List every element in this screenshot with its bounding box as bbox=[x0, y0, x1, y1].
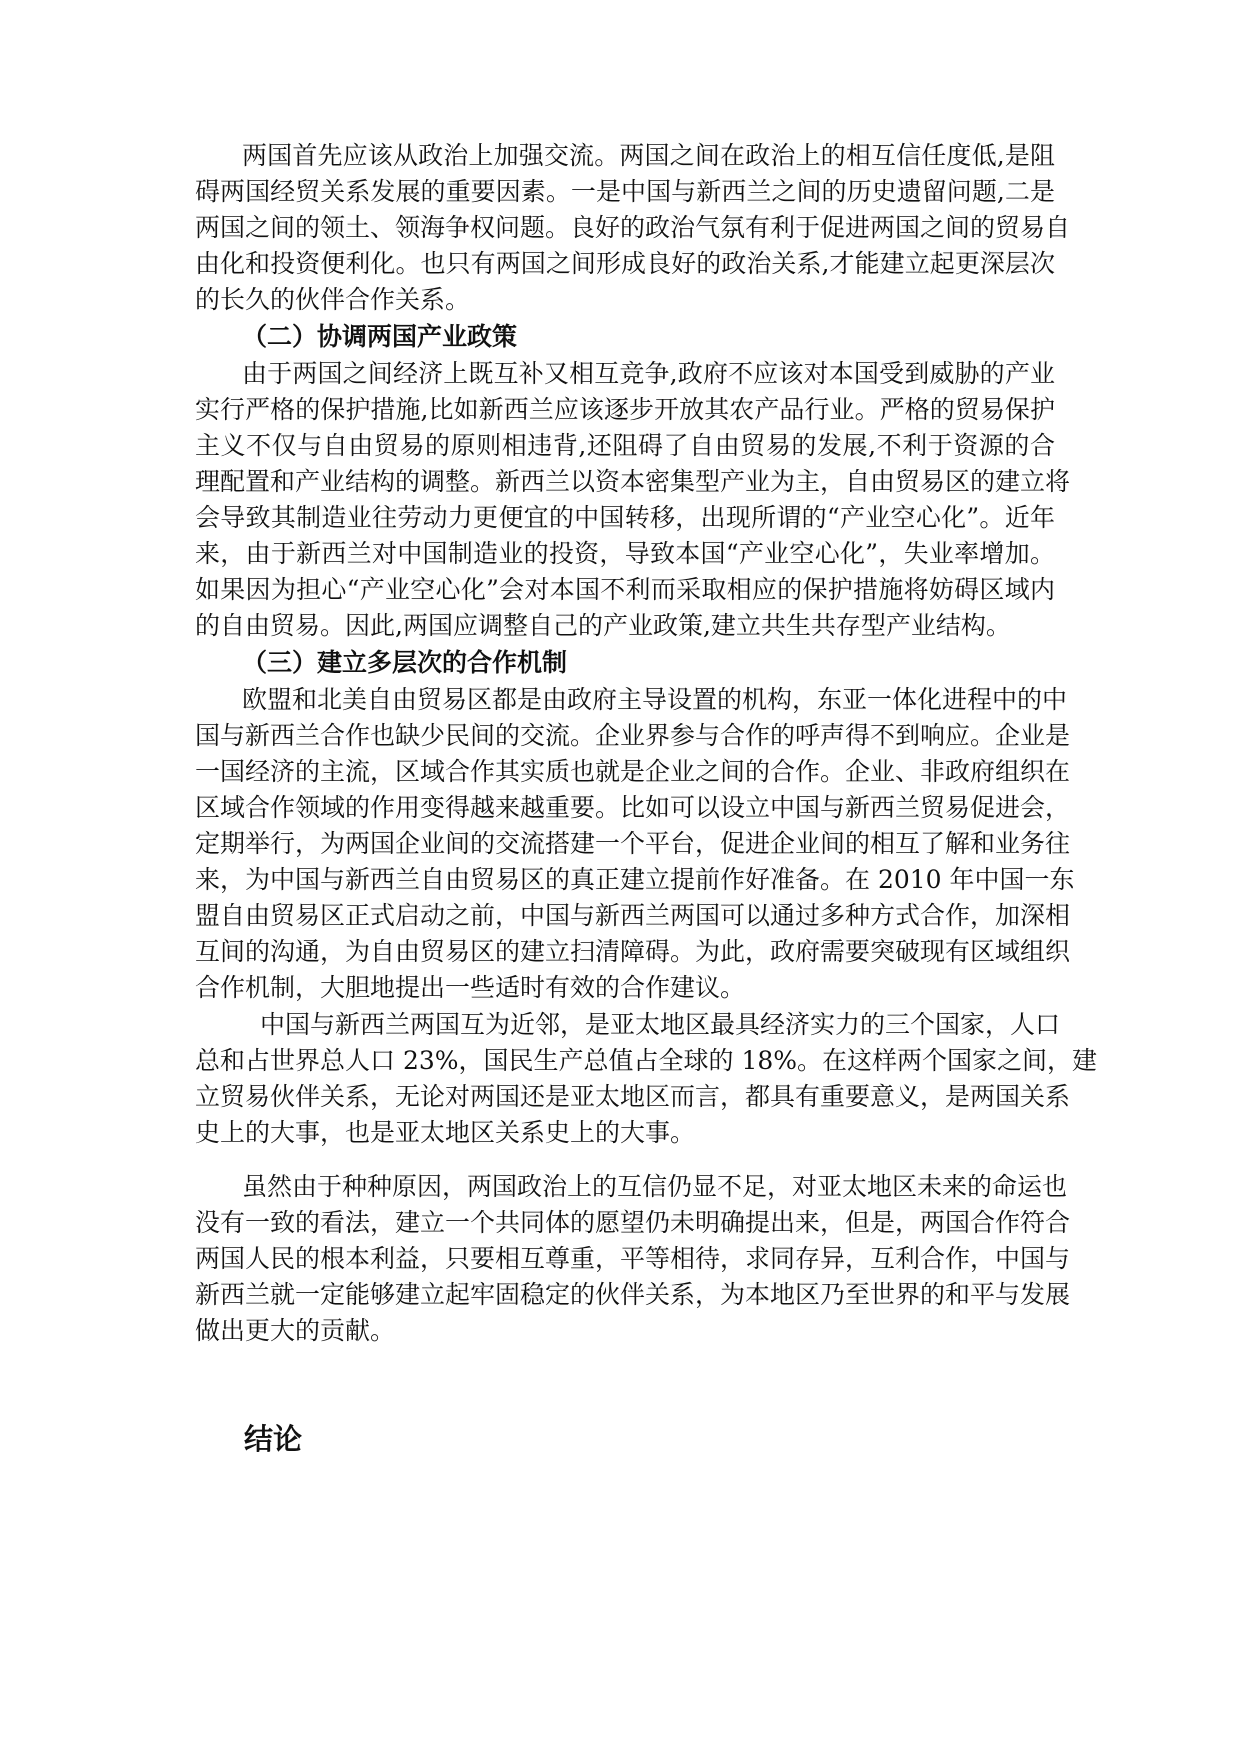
paragraph-4-line-1: 中国与新西兰两国互为近邻，是亚太地区最具经济实力的三个国家，人口 bbox=[260, 1010, 1061, 1039]
paragraph-5-line-2: 没有一致的看法，建立一个共同体的愿望仍未明确提出来，但是，两国合作符合 bbox=[195, 1208, 1071, 1237]
paragraph-5-line-3: 两国人民的根本利益，只要相互尊重，平等相待，求同存异，互利合作，中国与 bbox=[195, 1244, 1071, 1273]
paragraph-3-line-9: 合作机制，大胆地提出一些适时有效的合作建议。 bbox=[195, 973, 746, 1002]
paragraph-1-line-2: 碍两国经贸关系发展的重要因素。一是中国与新西兰之间的历史遗留问题,二是 bbox=[195, 177, 1055, 206]
paragraph-2-line-3: 主义不仅与自由贸易的原则相违背,还阻碍了自由贸易的发展,不利于资源的合 bbox=[195, 431, 1055, 460]
paragraph-4-line-2: 总和占世界总人口 23%，国民生产总值占全球的 18%。在这样两个国家之间，建 bbox=[195, 1046, 1098, 1075]
paragraph-3-line-6: 来，为中国与新西兰自由贸易区的真正建立提前作好准备。在 2010 年中国一东 bbox=[195, 865, 1075, 894]
section-heading-2: （二）协调两国产业政策 bbox=[242, 322, 518, 351]
paragraph-3-line-4: 区域合作领域的作用变得越来越重要。比如可以设立中国与新西兰贸易促进会， bbox=[195, 793, 1071, 822]
paragraph-5-line-1: 虽然由于种种原因，两国政治上的互信仍显不足，对亚太地区未来的命运也 bbox=[242, 1172, 1068, 1201]
paragraph-1-line-3: 两国之间的领土、领海争权问题。良好的政治气氛有利于促进两国之间的贸易自 bbox=[195, 213, 1071, 242]
paragraph-1-line-4: 由化和投资便利化。也只有两国之间形成良好的政治关系,才能建立起更深层次 bbox=[195, 249, 1055, 278]
section-heading-3: （三）建立多层次的合作机制 bbox=[242, 648, 568, 677]
paragraph-3-line-8: 互间的沟通，为自由贸易区的建立扫清障碍。为此，政府需要突破现有区域组织 bbox=[195, 937, 1071, 966]
conclusion-title: 结论 bbox=[244, 1422, 303, 1456]
paragraph-3-line-1: 欧盟和北美自由贸易区都是由政府主导设置的机构，东亚一体化进程中的中 bbox=[242, 685, 1068, 714]
paragraph-3-line-5: 定期举行，为两国企业间的交流搭建一个平台，促进企业间的相互了解和业务往 bbox=[195, 829, 1071, 858]
paragraph-2-line-7: 如果因为担心“产业空心化”会对本国不利而采取相应的保护措施将妨碍区域内 bbox=[195, 575, 1055, 604]
paragraph-1-line-1: 两国首先应该从政治上加强交流。两国之间在政治上的相互信任度低,是阻 bbox=[242, 141, 1055, 170]
paragraph-5-line-5: 做出更大的贡献。 bbox=[195, 1316, 396, 1345]
paragraph-2-line-4: 理配置和产业结构的调整。新西兰以资本密集型产业为主，自由贸易区的建立将 bbox=[195, 467, 1071, 496]
paragraph-2-line-8: 的自由贸易。因此,两国应调整自己的产业政策,建立共生共存型产业结构。 bbox=[195, 611, 1011, 640]
paragraph-2-line-5: 会导致其制造业往劳动力更便宜的中国转移，出现所谓的“产业空心化”。近年 bbox=[195, 503, 1055, 532]
paragraph-3-line-7: 盟自由贸易区正式启动之前，中国与新西兰两国可以通过多种方式合作，加深相 bbox=[195, 901, 1071, 930]
paragraph-2-line-6: 来，由于新西兰对中国制造业的投资，导致本国“产业空心化”，失业率增加。 bbox=[195, 539, 1055, 568]
paragraph-3-line-2: 国与新西兰合作也缺少民间的交流。企业界参与合作的呼声得不到响应。企业是 bbox=[195, 721, 1071, 750]
paragraph-5-line-4: 新西兰就一定能够建立起牢固稳定的伙伴关系，为本地区乃至世界的和平与发展 bbox=[195, 1280, 1071, 1309]
paragraph-4-line-4: 史上的大事，也是亚太地区关系史上的大事。 bbox=[195, 1118, 696, 1147]
paragraph-2-line-2: 实行严格的保护措施,比如新西兰应该逐步开放其农产品行业。严格的贸易保护 bbox=[195, 395, 1055, 424]
paragraph-3-line-3: 一国经济的主流，区域合作其实质也就是企业之间的合作。企业、非政府组织在 bbox=[195, 757, 1071, 786]
paragraph-2-line-1: 由于两国之间经济上既互补又相互竞争,政府不应该对本国受到威胁的产业 bbox=[242, 359, 1055, 388]
paragraph-4-line-3: 立贸易伙伴关系，无论对两国还是亚太地区而言，都具有重要意义，是两国关系 bbox=[195, 1082, 1071, 1111]
paragraph-1-line-5: 的长久的伙伴合作关系。 bbox=[195, 285, 471, 314]
